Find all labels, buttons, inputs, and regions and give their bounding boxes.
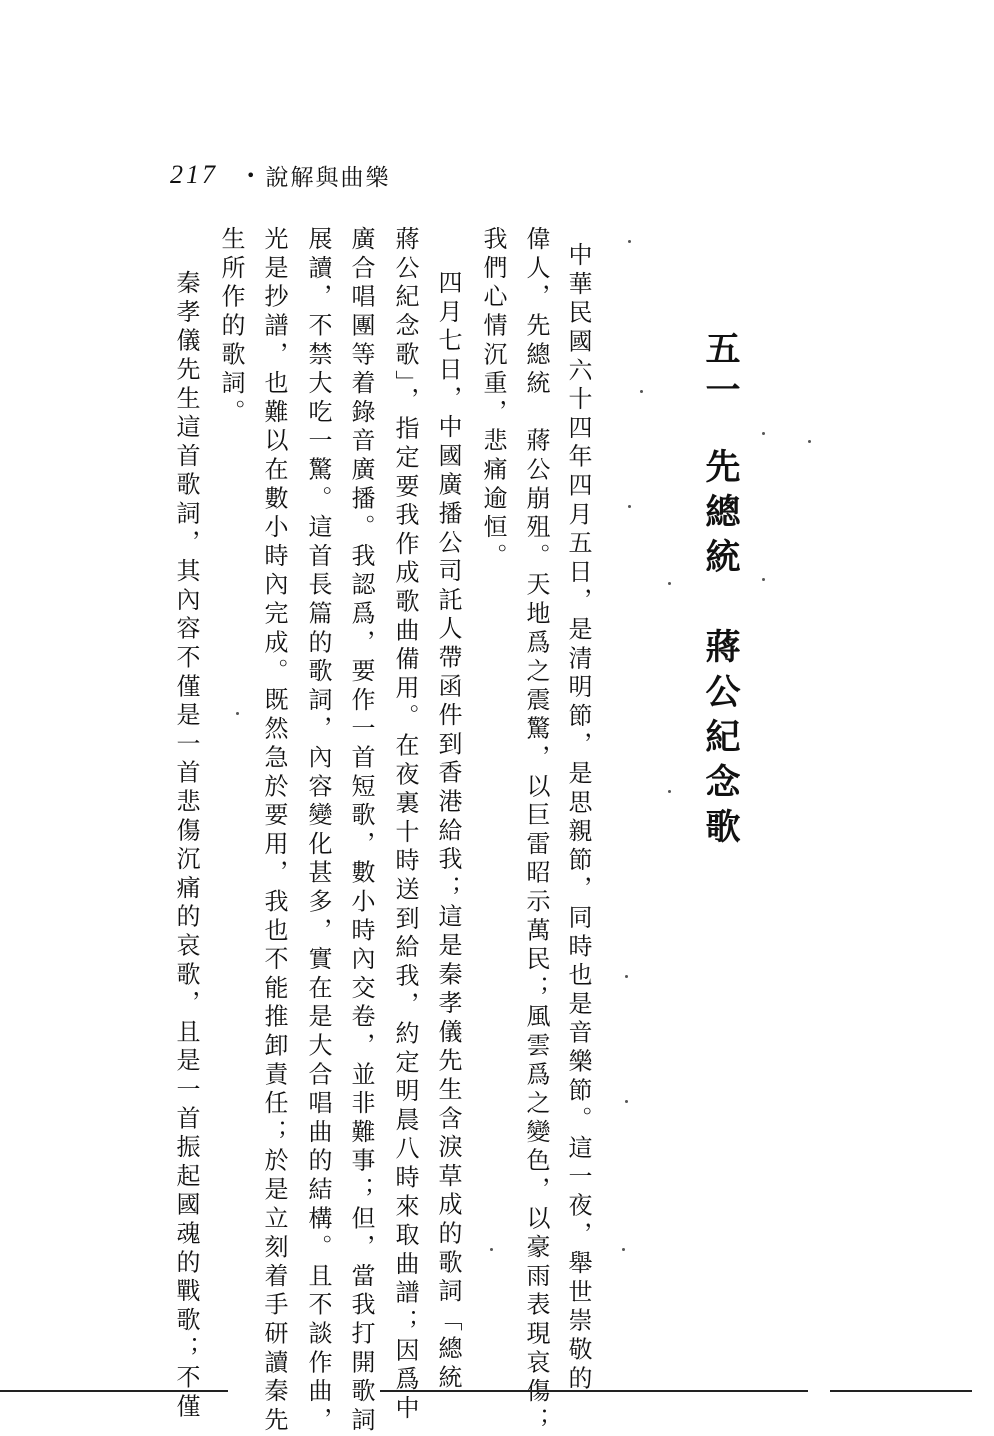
text-column-2: 偉人，先總統 蔣公崩殂。天地爲之震驚，以巨雷昭示萬民；風雲爲之變色，以豪雨表現哀傷； [522, 226, 550, 1436]
scan-speck [625, 1100, 628, 1103]
text-column-7: 展讀，不禁大吃一驚。這首長篇的歌詞，內容變化甚多，實在是大合唱曲的結構。且不談作曲， [304, 226, 332, 1436]
text-column-10: 秦孝儀先生這首歌詞，其內容不僅是一首悲傷沉痛的哀歌，且是一首振起國魂的戰歌；不僅 [172, 270, 200, 1422]
scan-line-right [830, 1390, 972, 1392]
scan-speck [762, 432, 765, 435]
scan-speck [628, 505, 631, 508]
text-column-1: 中華民國六十四年四月五日，是清明節，是思親節，同時也是音樂節。這一夜，舉世崇敬的 [564, 242, 592, 1394]
text-column-4: 四月七日，中國廣播公司託人帶函件到香港給我；這是秦孝儀先生含淚草成的歌詞「總統 [434, 270, 462, 1394]
scan-speck [668, 582, 671, 585]
scan-speck [622, 1248, 625, 1251]
scan-speck [236, 712, 239, 715]
scan-speck [808, 440, 811, 443]
text-column-8: 光是抄譜，也難以在數小時內完成。既然急於要用，我也不能推卸責任；於是立刻着手研讀秦先 [260, 226, 288, 1436]
scan-line-middle [380, 1390, 808, 1392]
scan-speck [762, 578, 765, 581]
text-column-6: 廣合唱團等着錄音廣播。我認爲，要作一首短歌，數小時內交卷，並非難事；但，當我打開歌詞 [347, 226, 375, 1436]
scan-speck [640, 390, 643, 393]
chapter-number: 五一 [700, 330, 741, 412]
scan-speck [625, 975, 628, 978]
chapter-heading [698, 330, 742, 853]
text-column-5: 蔣公紀念歌」，指定要我作成歌曲備用。在夜裏十時送到給我，約定明晨八時來取曲譜；因爲中 [391, 226, 419, 1424]
scan-line-left [0, 1390, 228, 1392]
page-number: 217 [170, 160, 218, 189]
running-header [170, 158, 390, 192]
chapter-title: 先總統 蔣公紀念歌 [700, 448, 741, 853]
scan-speck [490, 1248, 493, 1251]
scan-speck [668, 790, 671, 793]
book-title: 說解與曲樂 [265, 164, 391, 191]
header-separator: • [246, 165, 256, 185]
text-column-9: 生所作的歌詞。 [217, 226, 245, 428]
scan-speck [628, 240, 631, 243]
text-column-3: 我們心情沉重，悲痛逾恒。 [479, 226, 507, 572]
